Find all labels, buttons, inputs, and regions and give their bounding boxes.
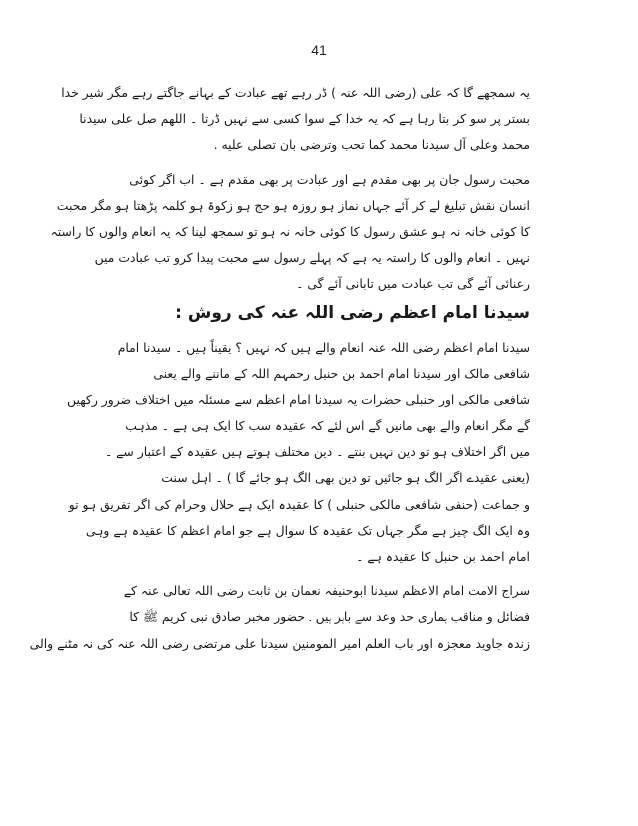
text-line: رعنائی آئے گی تب عبادت میں تابانی آئے گی ۔	[296, 276, 530, 292]
text-line: شافعی مالکی اور حنبلی حضرات یہ سیدنا امام اعظم سے مسئلہ میں اختلاف ضرور رکھیں	[67, 391, 530, 407]
paragraph-4	[29, 578, 530, 657]
text-line: بستر پر سو کر بتا رہا ہے کہ یہ خدا کے سوا کسی سے نہیں ڈرتا ۔ اللھم صل علی سیدنا	[79, 111, 530, 127]
text-line: شافعی مالک اور سیدنا امام احمد بن حنبل رحمہم اللہ کے ماننے والے یعنی	[153, 365, 530, 381]
text-line: نہیں ۔ انعام والوں کا راستہ یہ ہے کہ پہلے رسول سے محبت پیدا کرو تب عبادت میں	[94, 250, 530, 266]
text-line: (یعنی عقیدے اگر الگ ہو جائیں تو دین بھی الگ ہو جائے گا ) ۔ اہل سنت	[161, 470, 530, 486]
text-line: امام احمد بن حنبل کا عقیدہ ہے ۔	[356, 549, 530, 564]
section-heading: سیدنا امام اعظم رضی اللہ عنہ کی روش :	[175, 302, 530, 323]
paragraph-1	[61, 80, 530, 159]
text-line: کا کوئی خانہ نہ ہو عشق رسول کا کوئی خانہ نہ ہو تو سمجھ لینا کہ یہ انعام والوں کا راستہ	[50, 223, 530, 239]
paragraph-3	[67, 335, 530, 571]
text-line: انسان نقش تبلیغ لے کر آئے جہاں نماز ہو روزہ ہو حج ہو زکوۃ ہو کلمہ پڑھتا ہو مگر محبت	[56, 197, 530, 213]
text-line: و جماعت (حنفی شافعی مالکی حنبلی ) کا عقیدہ ایک ہے حلال وحرام کی اگر تفریق ہو تو	[68, 496, 530, 512]
text-line: محمد وعلی آل سیدنا محمد کما تحب وترضی بان تصلی علیه .	[213, 137, 530, 153]
text-line: زندہ جاوید معجزہ اور باب العلم امیر المومنین سیدنا علی مرتضی رضی اللہ عنہ کی نہ مٹنے والی	[29, 635, 530, 651]
page-number: 41	[311, 42, 327, 58]
paragraph-2	[50, 167, 530, 298]
text-line: وہ ایک الگ چیز ہے مگر جہاں تک عقیدہ کا سوال ہے جو امام اعظم کا عقیدہ ہے وہی	[85, 522, 530, 538]
text-line: سیدنا امام اعظم رضی اللہ عنہ انعام والے ہیں کہ نہیں ؟ یقیناً ہیں ۔ سیدنا امام	[117, 339, 530, 355]
text-line: یہ سمجھے گا کہ علی (رضی اللہ عنہ ) ڈر رہے تھے عبادت کے بہانے جاگتے رہے مگر شیر خدا	[61, 85, 530, 100]
text-line: میں اگر اختلاف ہو تو دین نہیں بنتے ۔ دین مختلف ہوتے ہیں عقیدہ کے اعتبار سے ۔	[104, 444, 530, 460]
text-line: محبت رسول جان پر بھی مقدم ہے اور عبادت پر بھی مقدم ہے ۔ اب اگر کوئی	[129, 171, 530, 187]
text-line: سراج الامت امام الاعظم سیدنا ابوحنیفہ نعمان بن ثابت رضی اللہ تعالی عنہ کے	[123, 583, 530, 599]
text-line: گے مگر انعام والے بھی مانیں گے اس لئے کہ عقیدہ سب کا ایک ہی ہے ۔ مذہب	[125, 418, 530, 434]
page-content	[29, 80, 530, 657]
text-line: فضائل و مناقب ہماری حد وعد سے باہر ہیں ۔ حضور مخبر صادق نبی کریم ﷺ کا	[129, 609, 530, 625]
